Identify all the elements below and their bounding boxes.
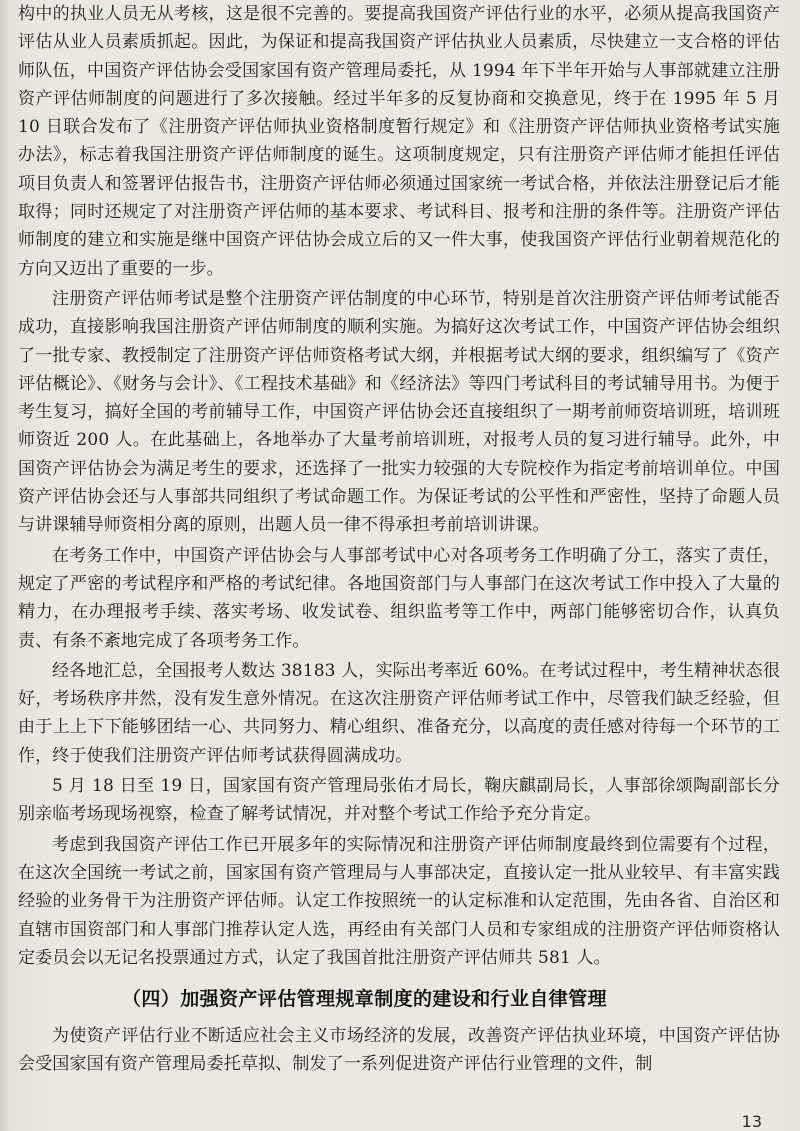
page-shadow: [0, 0, 10, 1131]
paragraph-5: 5 月 18 日至 19 日，国家国有资产管理局张佑才局长，鞠庆麒副局长，人事部徐颂陶副部长分别亲临考场现场视察，检查了解考试情况，并对整个考试工作给予充分肯定。: [18, 776, 780, 825]
section-heading: （四）加强资产评估管理规章制度的建设和行业自律管理: [122, 988, 608, 1011]
paragraph-1: 构中的执业人员无从考核，这是很不完善的。要提高我国资产评估行业的水平，必须从提高我国资产评估从业人员素质抓起。因此，为保证和提高我国资产评估执业人员素质，尽快建立一支合格的评估师队伍，中国资产评估协会受国家国有资产管理局委托，从 1994 年下半年开始与人事部就建立注册资产评估师制度的问题进行了多次接触。经过半年多的反复协商和交换意见，终于在 1995 年 5 月 10 日联合发布了《注册资产评估师执业资格制度暂行规定》和《注册资产评估师执业资格考试实施办法》，标志着我国注册资产评估师制度的诞生。这项制度规定，只有注册资产评估师才能担任评估项目负责人和签署评估报告书，注册资产评估师必须通过国家统一考试合格，并依法注册登记后才能取得；同时还规定了对注册资产评估师的基本要求、考试科目、报考和注册的条件等。注册资产评估师制度的建立和实施是继中国资产评估协会成立后的又一件大事，使我国资产评估行业朝着规范化的方向又迈出了重要的一步。: [18, 4, 780, 279]
final-paragraph: 为使资产评估行业不断适应社会主义市场经济的发展，改善资产评估执业环境，中国资产评估协会受国家国有资产管理局委托草拟、制发了一系列促进资产评估行业管理的文件，制: [18, 1026, 780, 1075]
paragraph-2: 注册资产评估师考试是整个注册资产评估制度的中心环节，特别是首次注册资产评估师考试能否成功，直接影响我国注册资产评估师制度的顺利实施。为搞好这次考试工作，中国资产评估协会组织了一批专家、教授制定了注册资产评估师资格考试大纲，并根据考试大纲的要求，组织编写了《资产评估概论》、《财务与会计》、《工程技术基础》和《经济法》等四门考试科目的考试辅导用书。为便于考生复习，搞好全国的考前辅导工作，中国资产评估协会还直接组织了一期考前师资培训班，培训班师资近 200 人。在此基础上，各地举办了大量考前培训班，对报考人员的复习进行辅导。此外，中国资产评估协会为满足考生的要求，还选择了一批实力较强的大专院校作为指定考前培训单位。中国资产评估协会还与人事部共同组织了考试命题工作。为保证考试的公平性和严密性，坚持了命题人员与讲课辅导师资相分离的原则，出题人员一律不得承担考前培训讲课。: [18, 288, 780, 536]
page-number: 13: [741, 1112, 762, 1131]
paragraph-4: 经各地汇总，全国报考人数达 38183 人，实际出考率近 60%。在考试过程中，考生精神状态很好，考场秩序井然，没有发生意外情况。在这次注册资产评估师考试工作中，尽管我们缺乏经验，但由于上上下下能够团结一心、共同努力、精心组织、准备充分，以高度的责任感对待每一个环节的工作，终于使我们注册资产评估师考试获得圆满成功。: [18, 660, 780, 766]
paragraph-6: 考虑到我国资产评估工作已开展多年的实际情况和注册资产评估师制度最终到位需要有个过程，在这次全国统一考试之前，国家国有资产管理局与人事部决定，直接认定一批从业较早、有丰富实践经验的业务骨干为注册资产评估师。认定工作按照统一的认定标准和认定范围，先由各省、自治区和直辖市国资部门和人事部门推荐认定人选，再经由有关部门人员和专家组成的注册资产评估师资格认定委员会以无记名投票通过方式，认定了我国首批注册资产评估师共 581 人。: [18, 834, 780, 968]
document-content: [18, 0, 780, 1079]
paragraph-3: 在考务工作中，中国资产评估协会与人事部考试中心对各项考务工作明确了分工，落实了责任，规定了严密的考试程序和严格的考试纪律。各地国资部门与人事部门在这次考试工作中投入了大量的精力，在办理报考手续、落实考场、收发试卷、组织监考等工作中，两部门能够密切合作，认真负责、有条不紊地完成了各项考务工作。: [18, 545, 780, 651]
